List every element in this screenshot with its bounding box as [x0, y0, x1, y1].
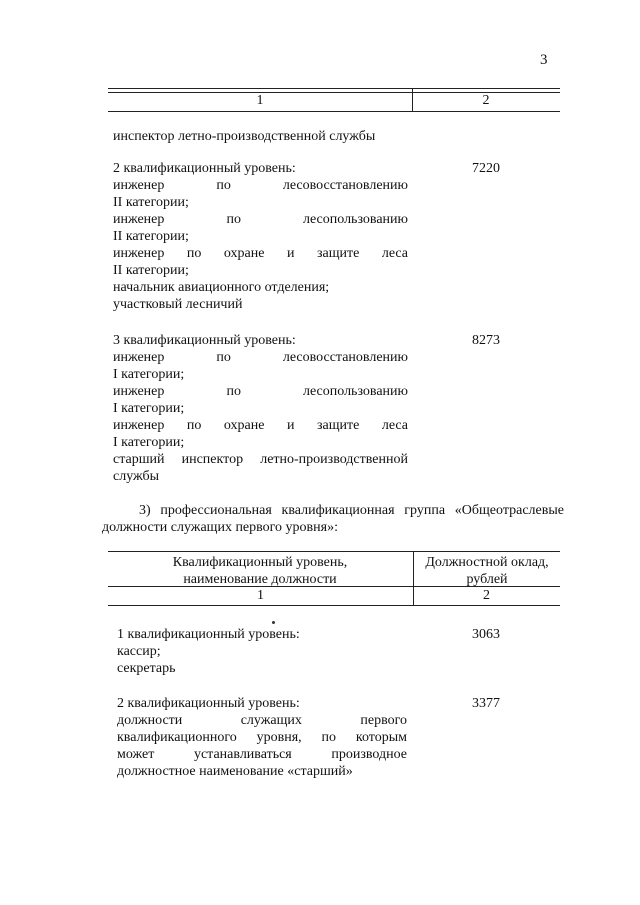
position-word: инженер — [113, 384, 165, 399]
position-line — [113, 417, 408, 434]
position-word: и — [286, 246, 295, 261]
position-word: квалификационного — [117, 730, 237, 745]
position-line: службы — [113, 469, 160, 484]
position-word: по — [226, 384, 241, 399]
position-word: охране — [223, 418, 265, 433]
position-line: I категории; — [113, 367, 185, 382]
position-word: по — [321, 730, 337, 745]
lead-position: инспектор летно-производственной службы — [113, 129, 376, 144]
position-line: начальник авиационного отделения; — [113, 280, 330, 295]
position-word: лесопользованию — [303, 212, 408, 227]
position-line — [113, 245, 408, 262]
position-word: может — [117, 747, 155, 762]
position-word: устанавливаться — [193, 747, 292, 762]
table2-header-col1: Квалификационный уровень, наименование должности — [172, 555, 348, 587]
position-word: старший — [113, 452, 165, 467]
position-word: инженер — [113, 350, 165, 365]
position-word: леса — [381, 246, 408, 261]
table1-col2-number: 2 — [482, 93, 490, 108]
position-word: охране — [223, 246, 265, 261]
position-word: которым — [355, 730, 407, 745]
position-word: летно-производственной — [260, 452, 408, 467]
table2-header-col2: Должностной оклад, рублей — [425, 555, 549, 587]
position-line: участковый лесничий — [113, 297, 243, 312]
table2-numbers-rule — [108, 605, 560, 606]
position-line: II категории; — [113, 263, 189, 278]
section-heading — [102, 502, 564, 536]
page-number: 3 — [540, 52, 548, 68]
level-heading: 2 квалификационный уровень: — [117, 696, 300, 711]
position-line — [117, 712, 407, 729]
position-word: по — [186, 418, 202, 433]
position-line: секретарь — [117, 661, 176, 676]
table2-top-rule — [108, 551, 560, 552]
position-line — [113, 177, 408, 194]
position-word: защите — [316, 246, 360, 261]
position-word: по — [216, 350, 231, 365]
position-word: инспектор — [181, 452, 244, 467]
position-word: производное — [331, 747, 407, 762]
position-word: инженер — [113, 418, 165, 433]
salary-value: 3063 — [472, 627, 500, 642]
position-line: I категории; — [113, 435, 185, 450]
position-word: по — [186, 246, 202, 261]
position-word: первого — [360, 713, 407, 728]
position-line: II категории; — [113, 229, 189, 244]
position-line: кассир; — [117, 644, 161, 659]
table2-col2-number: 2 — [483, 588, 490, 603]
table1-header-bottom-rule — [108, 111, 560, 112]
position-line: должностное наименование «старший» — [117, 764, 353, 779]
table2-col1-number: 1 — [257, 588, 264, 603]
position-word: и — [286, 418, 295, 433]
position-word: лесовосстановлению — [282, 178, 408, 193]
position-line — [117, 729, 407, 746]
salary-value: 8273 — [472, 333, 500, 348]
position-word: уровня, — [256, 730, 302, 745]
scan-speck — [272, 621, 275, 624]
position-word: лесовосстановлению — [282, 350, 408, 365]
position-word: леса — [381, 418, 408, 433]
position-line — [117, 746, 407, 763]
level-heading: 3 квалификационный уровень: — [113, 333, 296, 348]
position-word: инженер — [113, 212, 165, 227]
position-word: инженер — [113, 246, 165, 261]
position-word: лесопользованию — [303, 384, 408, 399]
position-word: должности — [117, 713, 183, 728]
table1-top-rule — [108, 88, 560, 89]
salary-value: 3377 — [472, 696, 500, 711]
level-heading: 1 квалификационный уровень: — [117, 627, 300, 642]
position-line — [113, 349, 408, 366]
position-line — [113, 211, 408, 228]
position-line — [113, 383, 408, 400]
position-line: II категории; — [113, 195, 189, 210]
salary-value: 7220 — [472, 161, 500, 176]
position-word: инженер — [113, 178, 165, 193]
section-heading-text: 3) профессиональная квалификационная группа «Общеотраслевые должности служащих первого уровня»: — [102, 503, 564, 535]
position-word: по — [226, 212, 241, 227]
level-heading: 2 квалификационный уровень: — [113, 161, 296, 176]
position-line: I категории; — [113, 401, 185, 416]
table1-col1-number: 1 — [256, 93, 264, 108]
position-line — [113, 451, 408, 468]
position-word: служащих — [240, 713, 302, 728]
position-word: по — [216, 178, 231, 193]
position-word: защите — [316, 418, 360, 433]
